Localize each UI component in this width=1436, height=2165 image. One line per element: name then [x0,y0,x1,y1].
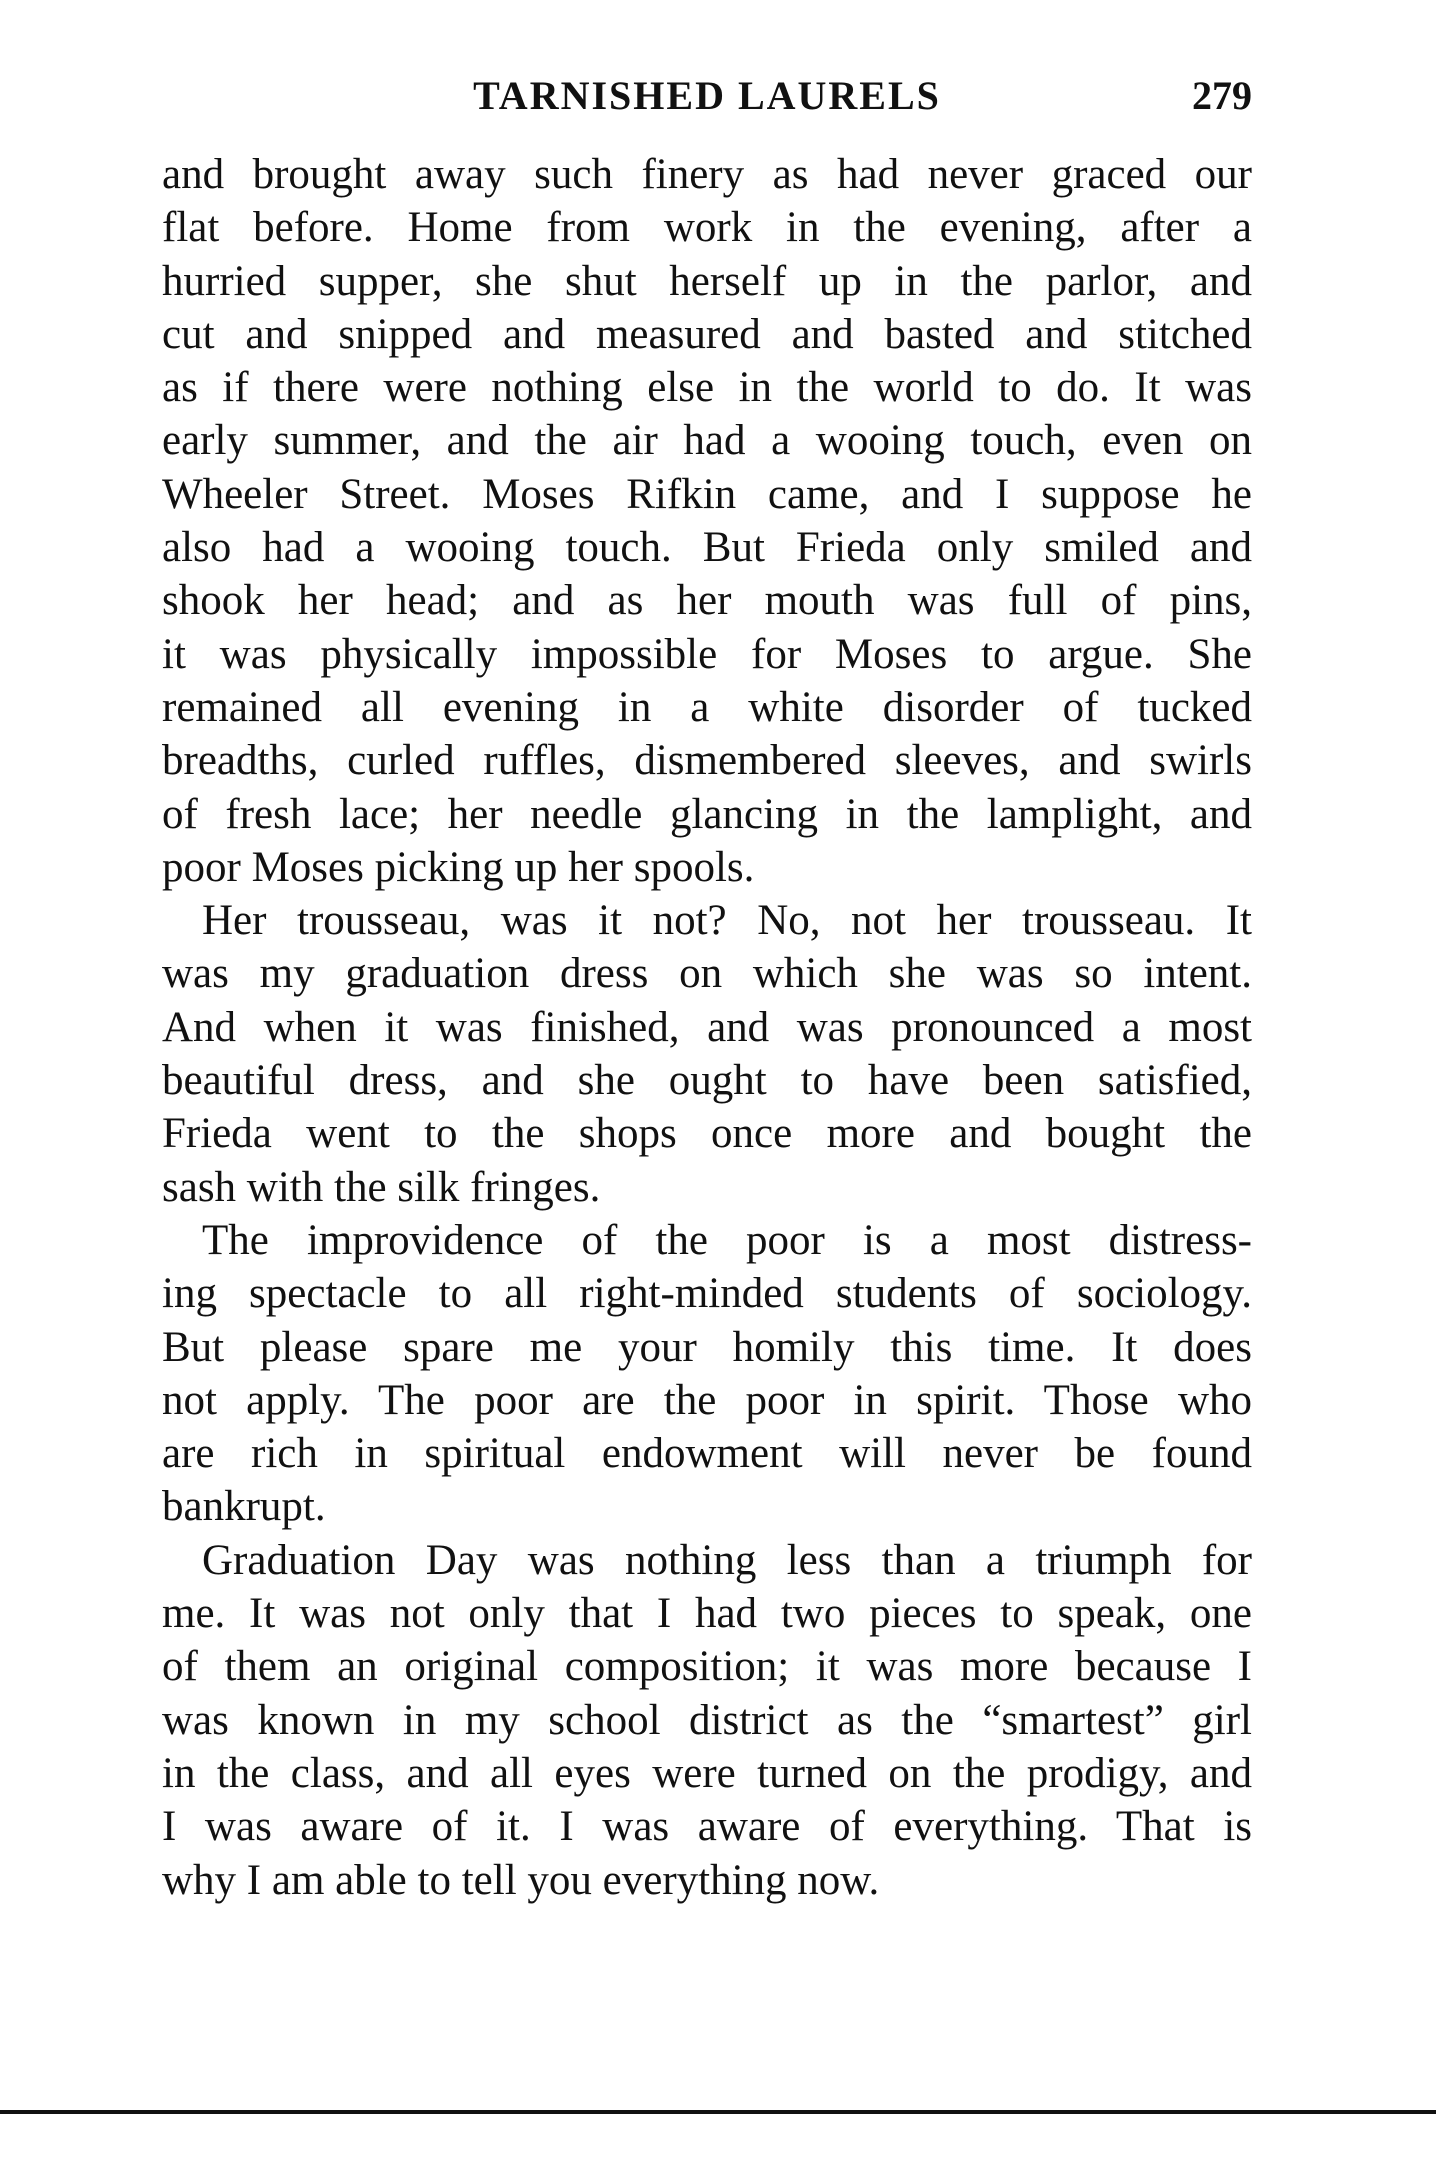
text-line: And when it was finished, and was pronounced a most [162,1003,1252,1051]
text-line: why I am able to tell you everything now. [162,1856,880,1904]
text-line: as if there were nothing else in the world to do. It was [162,364,1252,412]
text-line: Wheeler Street. Moses Rifkin came, and I suppose he [162,470,1252,518]
text-line: remained all evening in a white disorder of tucked [162,683,1252,731]
text-line: early summer, and the air had a wooing touch, even on [162,417,1252,465]
text-line: shook her head; and as her mouth was full of pins, [162,577,1252,625]
text-line: was my graduation dress on which she was so intent. [162,950,1252,998]
page-bottom-rule [0,2110,1436,2114]
text-line: Graduation Day was nothing less than a triumph for [202,1536,1252,1584]
text-line: flat before. Home from work in the evening, after a [162,204,1252,252]
text-line: Frieda went to the shops once more and bought the [162,1110,1252,1158]
text-line: it was physically impossible for Moses to argue. She [162,630,1252,678]
text-line: bankrupt. [162,1483,326,1531]
text-line: The improvidence of the poor is a most distress- [202,1216,1252,1264]
text-line: cut and snipped and measured and basted and stitched [162,310,1252,358]
text-line: was known in my school district as the “smartest” girl [162,1696,1252,1744]
text-line: of fresh lace; her needle glancing in the lamplight, and [162,790,1252,838]
text-line: in the class, and all eyes were turned on the prodigy, and [162,1749,1252,1797]
text-line: Her trousseau, was it not? No, not her trousseau. It [202,897,1252,945]
text-line: ing spectacle to all right-minded students of sociology. [162,1270,1252,1318]
text-line: hurried supper, she shut herself up in the parlor, and [162,257,1252,305]
text-line: not apply. The poor are the poor in spirit. Those who [162,1376,1252,1424]
text-line: are rich in spiritual endowment will never be found [162,1430,1252,1478]
running-head [162,66,1252,126]
running-title: TARNISHED LAURELS [473,73,941,118]
text-line: beautiful dress, and she ought to have been satisfied, [162,1057,1252,1105]
body-text [162,148,1252,1907]
text-line: of them an original composition; it was more because I [162,1643,1252,1691]
text-line: also had a wooing touch. But Frieda only smiled and [162,524,1252,572]
text-line: and brought away such finery as had never graced our [162,151,1252,198]
text-line: breadths, curled ruffles, dismembered sleeves, and swirls [162,737,1252,785]
text-line: I was aware of it. I was aware of everything. That is [162,1803,1252,1851]
text-line: me. It was not only that I had two pieces to speak, one [162,1590,1252,1638]
text-line: poor Moses picking up her spools. [162,843,755,891]
text-line: But please spare me your homily this time. It does [162,1323,1252,1371]
text-line: sash with the silk fringes. [162,1163,601,1211]
page-number: 279 [1192,73,1252,118]
